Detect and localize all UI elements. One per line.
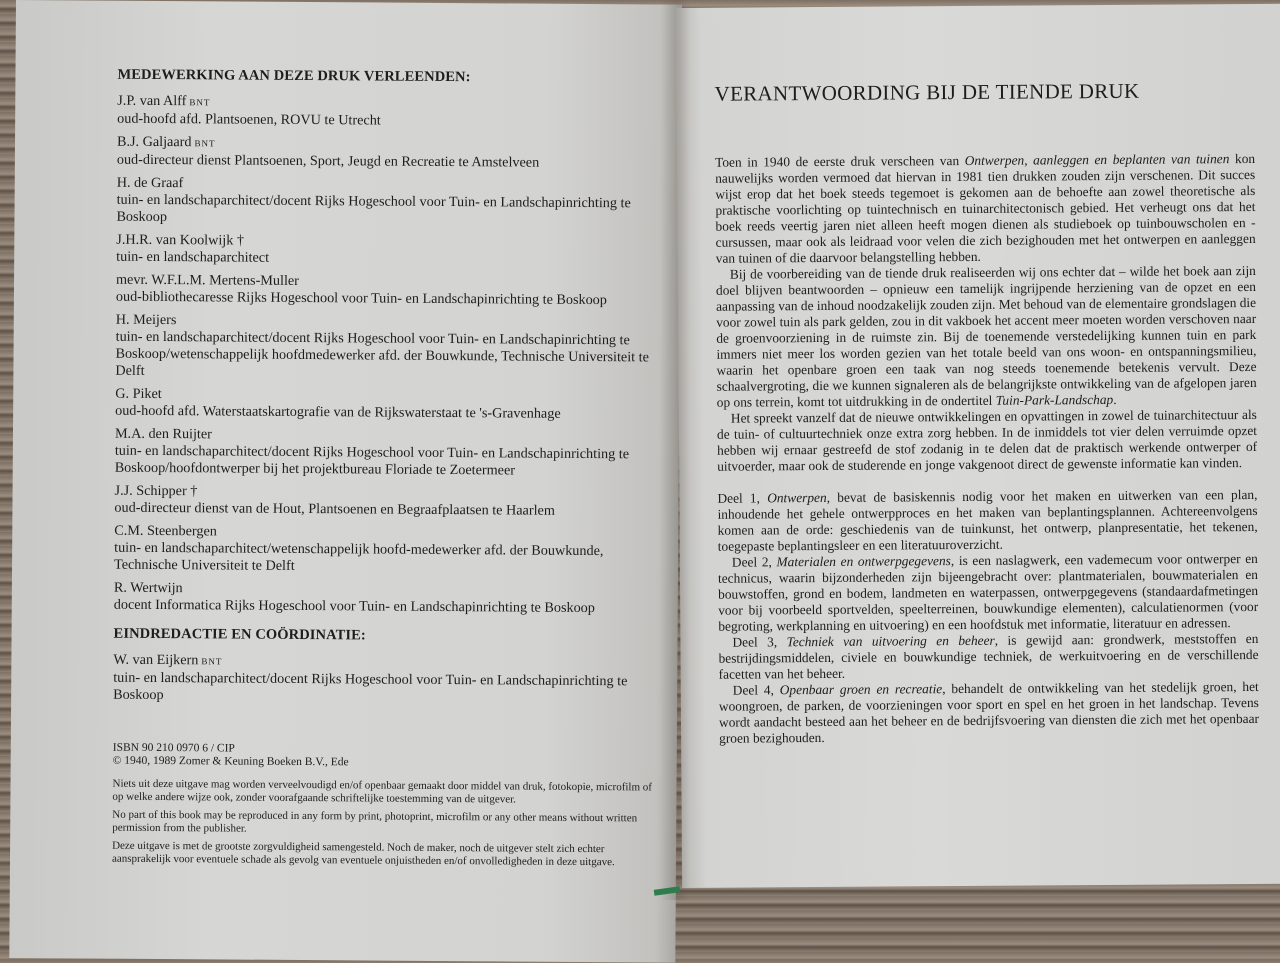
contributor-role: tuin- en landschaparchitect/wetenschappelijk hoofd-medewerker afd. der Bouwkunde, Technische Universiteit te Delft — [114, 539, 604, 574]
isbn: ISBN 90 210 0970 6 / CIP — [112, 741, 235, 755]
contributor-role: oud-directeur dienst van de Hout, Plantsoenen en Begraafplaatsen te Haarlem — [114, 499, 555, 519]
contributor-role: tuin- en landschaparchitect — [116, 248, 270, 266]
contributor-name: J.J. Schipper † — [114, 482, 198, 500]
contributor-entry — [114, 483, 654, 521]
volume-title-italic: Ontwerpen — [767, 489, 827, 506]
paragraph — [716, 263, 1257, 411]
text-run: , is een naslagwerk, een vademecum voor ontwerper en technicus, waarin bijzonderheden zijn bijeengebracht over: plantmaterialen, bouwmaterialen en bouwstoffen, grond en bodem, landmeten en waterpassen, ontwerpgegevens (standaardafmetingen voor bij voorbeeld sportvelden, speelterreinen, bouwkundige elementen), calculatienormen (voor begroting, werkplanning en uitvoering) en een hoofdstuk met informatie, literatuur en adressen. — [717, 550, 1259, 634]
volume-title-italic: Materialen en ontwerpgegevens — [776, 553, 951, 570]
left-page — [9, 0, 682, 963]
contributor-name: J.H.R. van Koolwijk † — [116, 231, 245, 249]
volume-title-italic: Techniek van uitvoering en beheer — [786, 632, 995, 650]
legal-disclaimer: Deze uitgave is met de grootste zorgvuldigheid samengesteld. Noch de maker, noch de uitgever stelt zich echter aansprakelijk voor eventuele schade als gevolg van eventuele onjuistheden en/of onvolledigheden in deze uitgave. — [111, 839, 615, 869]
paragraph: Het spreekt vanzelf dat de nieuwe ontwikkelingen en opvattingen in zowel de tuinarchitectuur als de tuin- of cultuurtechniek onze extra zorg hebben. In de inmiddels tot vier delen verruimde opzet hebben wij ernaar gestreefd de stof zodanig in te delen dat de praktisch werkende ontwerper of uitvoerder, maar ook de studerende en jonge vakgenoot direct de gewenste informatie kan vinden. — [716, 406, 1258, 474]
editor-entry — [113, 652, 653, 708]
legal-english: No part of this book may be reproduced in any form by print, photoprint, microfilm or any other means without written permission from the publisher. — [112, 808, 638, 835]
contributor-suffix: BNT — [194, 138, 216, 149]
text-run: Deel 1, — [717, 490, 768, 506]
text-run: kon nauwelijks worden vermoed dat hiervan in 1981 tien drukken zouden zijn verschenen. Dit succes wijst erop dat het boek steeds tegemoet is gekomen aan de behoefte aan zowel theoretische als praktische voorlichting op tuintechnisch en tuinarchitectonisch gebied. Het verheugt ons dat het boek reeds veertig jaren niet alleen heeft mogen dienen als studieboek op tuinbouwscholen en -cursussen, maar ook als leidraad voor velen die zich bezighouden met het ontwerpen en aanleggen van tuinen of die daarvoor belangstelling hebben. — [715, 150, 1256, 266]
text-run: Toen in 1940 de eerste druk verscheen van — [715, 152, 965, 170]
text-run: , bevat de basiskennis nodig voor het maken en uitwerken van een plan, inhoudende het gehele ontwerpproces en het maken van beplantingsplannen. Achtereenvolgens komen aan de orde: geschiedenis van de tuinkunst, het ontwerp, planpresentatie, het tekenen, toegepaste beplantingsleer en een literatuuroverzicht. — [717, 486, 1258, 554]
paragraph-deel-2 — [718, 551, 1259, 635]
editor-role: tuin- en landschaparchitect/docent Rijks Hogeschool voor Tuin- en Landschapinrichting te Boskoop — [113, 669, 628, 704]
contributor-entry — [116, 175, 656, 230]
contributor-entry — [116, 232, 656, 270]
editor-name: W. van Eijkern — [113, 651, 199, 669]
contributor-entry — [114, 523, 654, 578]
contributor-entry — [117, 93, 657, 132]
contributor-role: docent Informatica Rijks Hogeschool voor Tuin- en Landschapinrichting te Boskoop — [113, 596, 595, 617]
contributor-name: C.M. Steenbergen — [114, 522, 217, 540]
subtitle-italic: Tuin-Park-Landschap — [995, 391, 1114, 408]
contributor-role: oud-bibliothecaresse Rijks Hogeschool voor Tuin- en Landschapinrichting te Boskoop — [115, 288, 607, 309]
contributor-entry — [114, 580, 654, 618]
contributor-entry — [115, 312, 655, 384]
contributor-name: H. de Graaf — [116, 174, 184, 192]
contributor-role: oud-hoofd afd. Plantsoenen, ROVU te Utrecht — [117, 110, 381, 129]
paragraph — [715, 151, 1256, 267]
text-run: Deel 4, — [732, 682, 780, 698]
contributor-name: H. Meijers — [115, 311, 177, 329]
copyright: © 1940, 1989 Zomer & Keuning Boeken B.V., Ede — [112, 754, 349, 769]
paragraph-deel-4 — [719, 679, 1259, 747]
text-run: Deel 3, — [732, 634, 787, 650]
contributor-name: J.P. van Alff — [117, 92, 187, 110]
contributor-name: mevr. W.F.L.M. Mertens-Muller — [115, 271, 299, 289]
text-run: Bij de voorbereiding van de tiende druk realiseerden wij ons echter dat – wilde het boek aan zijn doel blijven beantwoorden – opnieuw een tamelijk ingrijpende herziening van de opzet en een aanpassing van de inhoud noodzakelijk zouden zijn. Met behoud van de elementaire grondslagen die voor zowel tuin als park gelden, zou in dit vakboek het accent meer moeten worden verschoven naar de groenvoorziening in de ruimste zin. Bij de toenemende verstedelijking kunnen tuin en park immers niet meer los worden gezien van het totale beeld van ons woon- en ontspanningsmilieu, waarin het openbare groen een taak van nog steeds toenemende betekenis vervult. Deze schaalvergroting, die we kunnen signaleren als de belangrijkste ontwikkeling van de afgelopen jaren op ons terrein, komt tot uitdrukking in de ondertitel — [715, 262, 1257, 410]
contributor-entry — [115, 426, 655, 481]
contributor-entry — [115, 386, 655, 424]
text-run: , behandelt de ontwikkeling van het stedelijk groen, het woongroen, de parken, de voorzieningen voor sport en spel en het groen in het landschap. Tevens wordt aandacht besteed aan het beheer en de bedrijfsvoering van diensten die zich met het openbaar groen bezighouden. — [718, 678, 1260, 746]
right-page — [676, 4, 1280, 888]
preface-block — [715, 78, 1260, 747]
contributor-role: oud-hoofd afd. Waterstaatskartografie van de Rijkswaterstaat te 's-Gravenhage — [115, 402, 561, 422]
text-run: . — [1113, 391, 1117, 407]
paragraph-deel-1 — [717, 487, 1257, 555]
book-title-italic: Ontwerpen, aanleggen en beplanten van tuinen — [964, 151, 1230, 168]
contributor-name: G. Piket — [115, 385, 162, 403]
page-title: VERANTWOORDING BIJ DE TIENDE DRUK — [714, 78, 1140, 106]
contributors-heading: MEDEWERKING AAN DEZE DRUK VERLEENDEN: — [117, 66, 471, 86]
text-run: , is gewijd aan: grondwerk, meststoffen en bestrijdingsmiddelen, civiele en bouwkundige techniek, de werkuitvoering en de verschillende facetten van het beheer. — [718, 630, 1259, 682]
editor-suffix: BNT — [201, 656, 223, 667]
contributor-role: tuin- en landschaparchitect/docent Rijks Hogeschool voor Tuin- en Landschapinrichting te Boskoop/wetenschappelijk hoofdmedewerker afd. der Bouwkunde, Technische Universiteit te Delft — [115, 328, 649, 379]
contributor-entry — [116, 272, 656, 310]
contributor-name: B.J. Galjaard — [116, 133, 192, 151]
text-run: Deel 2, — [731, 554, 777, 570]
imprint — [113, 742, 653, 772]
legal-dutch: Niets uit deze uitgave mag worden verveelvoudigd en/of openbaar gemaakt door middel van druk, fotokopie, microfilm of op welke andere wijze ook, zonder voorafgaande schriftelijke toestemming van de uitgever. — [112, 777, 653, 806]
contributor-entry — [117, 134, 657, 173]
volume-title-italic: Openbaar groen en recreatie — [779, 681, 943, 698]
paragraph-deel-3 — [718, 631, 1258, 683]
contributor-name: R. Wertwijn — [113, 579, 183, 597]
credits-block — [112, 67, 658, 875]
contributor-role: tuin- en landschaparchitect/docent Rijks Hogeschool voor Tuin- en Landschapinrichting te Boskoop — [116, 191, 631, 226]
contributor-role: tuin- en landschaparchitect/docent Rijks Hogeschool voor Tuin- en Landschapinrichting te Boskoop/hoofdontwerper bij het projektbureau Floriade te Zoetermeer — [114, 442, 630, 479]
contributor-role: oud-directeur dienst Plantsoenen, Sport, Jeugd en Recreatie te Amstelveen — [116, 151, 540, 171]
contributor-suffix: BNT — [189, 97, 211, 108]
editor-heading: EINDREDACTIE EN COÖRDINATIE: — [113, 625, 366, 644]
preface-text — [715, 151, 1259, 747]
contributor-name: M.A. den Ruijter — [114, 425, 212, 443]
legal-notice — [112, 778, 653, 870]
